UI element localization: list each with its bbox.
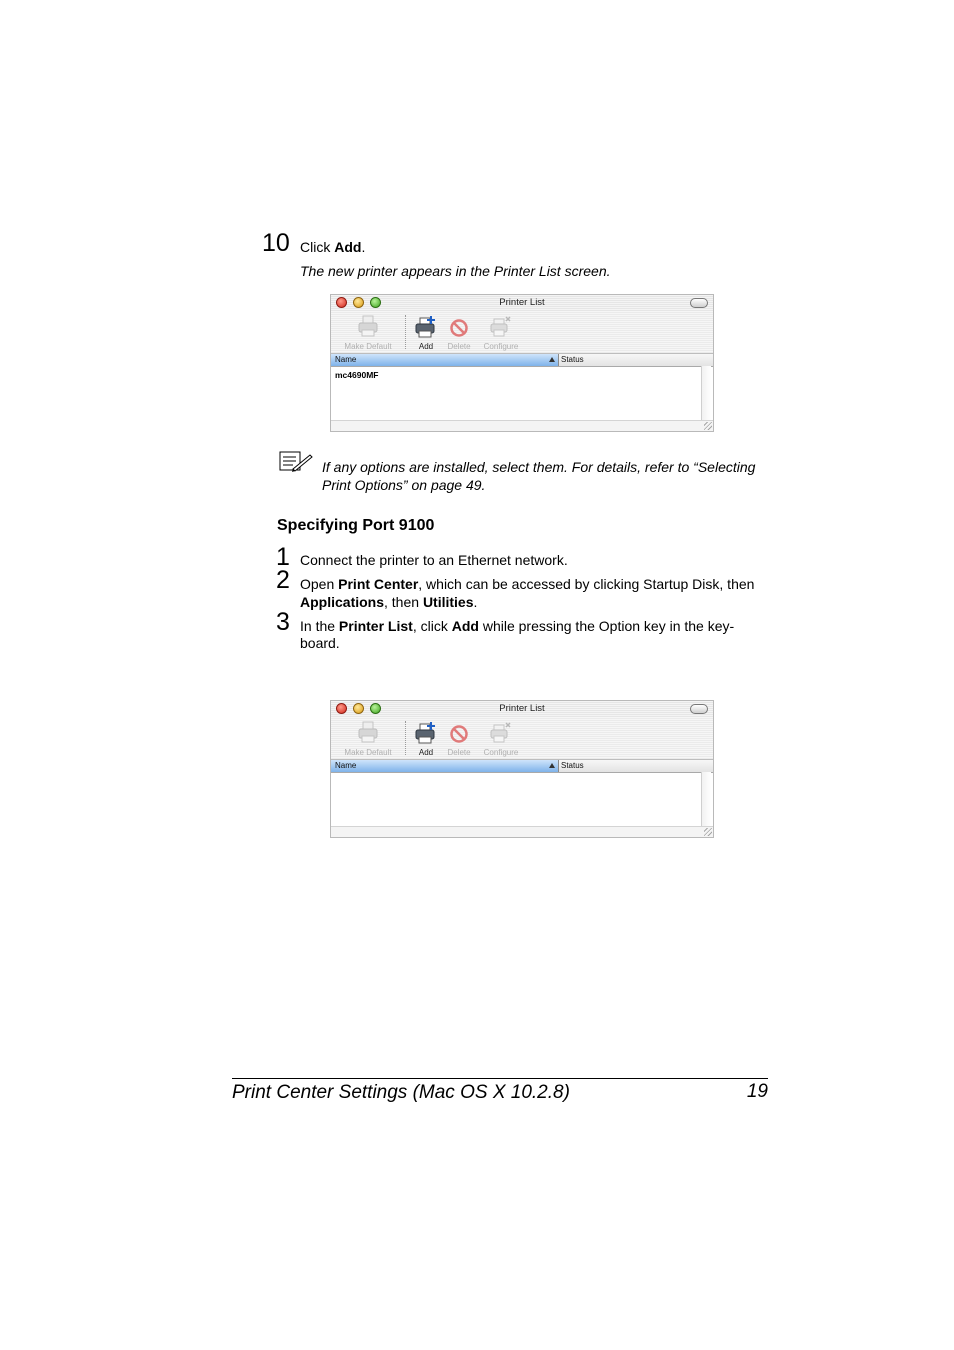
step-3-printer-list: Printer List — [338, 618, 413, 634]
delete-button[interactable] — [444, 717, 474, 759]
step-2-then: , then — [384, 594, 423, 610]
step-number-2: 2 — [276, 566, 290, 594]
add-label: Add — [418, 342, 434, 351]
configure-button[interactable] — [478, 717, 524, 759]
step-2-period: . — [473, 594, 478, 610]
step-10-click-text: Click — [300, 239, 335, 255]
step-2-line-2 — [300, 593, 477, 611]
make-default-button[interactable] — [337, 717, 399, 759]
name-column-header[interactable] — [331, 760, 559, 772]
add-button[interactable] — [411, 311, 441, 353]
printer-row[interactable]: mc4690MF — [335, 370, 379, 380]
add-button[interactable] — [411, 717, 441, 759]
add-printer-icon — [415, 315, 437, 339]
step-3-click: , click — [412, 618, 452, 634]
toolbar-separator — [405, 315, 406, 349]
window-title-bar — [331, 295, 713, 312]
status-column-header[interactable]: Status — [561, 355, 584, 364]
status-column-header[interactable]: Status — [561, 761, 584, 770]
step-10-period: . — [361, 239, 366, 255]
step-3-add: Add — [451, 618, 479, 634]
section-heading: Specifying Port 9100 — [277, 517, 435, 534]
configure-icon — [489, 721, 513, 745]
step-number-10: 10 — [262, 229, 290, 257]
delete-label: Delete — [447, 342, 471, 351]
step-10-add-text: Add — [334, 239, 362, 255]
footer-title: Print Center Settings (Mac OS X 10.2.8) — [232, 1082, 570, 1103]
window-title: Printer List — [499, 703, 545, 714]
window-bottom-bar — [331, 420, 713, 431]
step-2-applications: Applications — [300, 594, 385, 610]
configure-icon — [489, 315, 513, 339]
toolbar — [331, 717, 713, 760]
printer-list-window-1 — [330, 294, 714, 432]
delete-icon — [449, 724, 469, 744]
sort-ascending-icon — [549, 357, 555, 362]
add-label: Add — [418, 748, 434, 757]
vertical-scrollbar[interactable] — [701, 366, 711, 420]
sort-ascending-icon — [549, 763, 555, 768]
vertical-scrollbar[interactable] — [701, 772, 711, 826]
step-2-utilities: Utilities — [422, 594, 474, 610]
step-3-line-1 — [300, 617, 734, 635]
configure-label: Configure — [483, 342, 519, 351]
step-2-line-1 — [300, 575, 754, 593]
resize-grip-icon[interactable] — [704, 422, 712, 430]
toolbar-separator — [405, 721, 406, 755]
toolbar — [331, 311, 713, 354]
configure-label: Configure — [483, 748, 519, 757]
step-2-mid: , which can be accessed by clicking Startup Disk, then — [418, 576, 755, 592]
delete-icon — [449, 318, 469, 338]
toolbar-toggle-button[interactable] — [690, 704, 708, 714]
toolbar-toggle-button[interactable] — [690, 298, 708, 308]
printer-icon — [358, 315, 378, 337]
make-default-button[interactable] — [337, 311, 399, 353]
delete-button[interactable] — [444, 311, 474, 353]
step-3-line-2: board. — [300, 635, 340, 651]
add-printer-icon — [415, 721, 437, 745]
note-line-2: Print Options” on page 49. — [322, 477, 486, 493]
step-3-in-the: In the — [300, 618, 339, 634]
page-number: 19 — [746, 1081, 768, 1102]
window-title: Printer List — [499, 297, 545, 308]
make-default-label: Make Default — [344, 748, 392, 757]
window-title-bar — [331, 701, 713, 718]
note-pencil-icon — [279, 451, 313, 473]
window-bottom-bar — [331, 826, 713, 837]
printer-icon — [358, 721, 378, 743]
printer-list-window-2 — [330, 700, 714, 838]
list-header — [331, 354, 713, 367]
configure-button[interactable] — [478, 311, 524, 353]
name-column-header[interactable] — [331, 354, 559, 366]
step-2-open: Open — [300, 576, 339, 592]
make-default-label: Make Default — [344, 342, 392, 351]
list-header — [331, 760, 713, 773]
note-line-1: If any options are installed, select them. For details, refer to “Selecting — [322, 459, 756, 475]
step-10-instruction — [300, 238, 365, 256]
step-10-result: The new printer appears in the Printer List screen. — [300, 263, 611, 279]
delete-label: Delete — [447, 748, 471, 757]
step-number-1: 1 — [276, 543, 290, 571]
name-column-label: Name — [335, 355, 357, 364]
step-1-text: Connect the printer to an Ethernet network. — [300, 552, 568, 568]
step-3-rest: while pressing the Option key in the key- — [478, 618, 735, 634]
step-number-3: 3 — [276, 608, 290, 636]
resize-grip-icon[interactable] — [704, 828, 712, 836]
name-column-label: Name — [335, 761, 357, 770]
footer-rule — [232, 1078, 768, 1079]
step-2-print-center: Print Center — [338, 576, 419, 592]
